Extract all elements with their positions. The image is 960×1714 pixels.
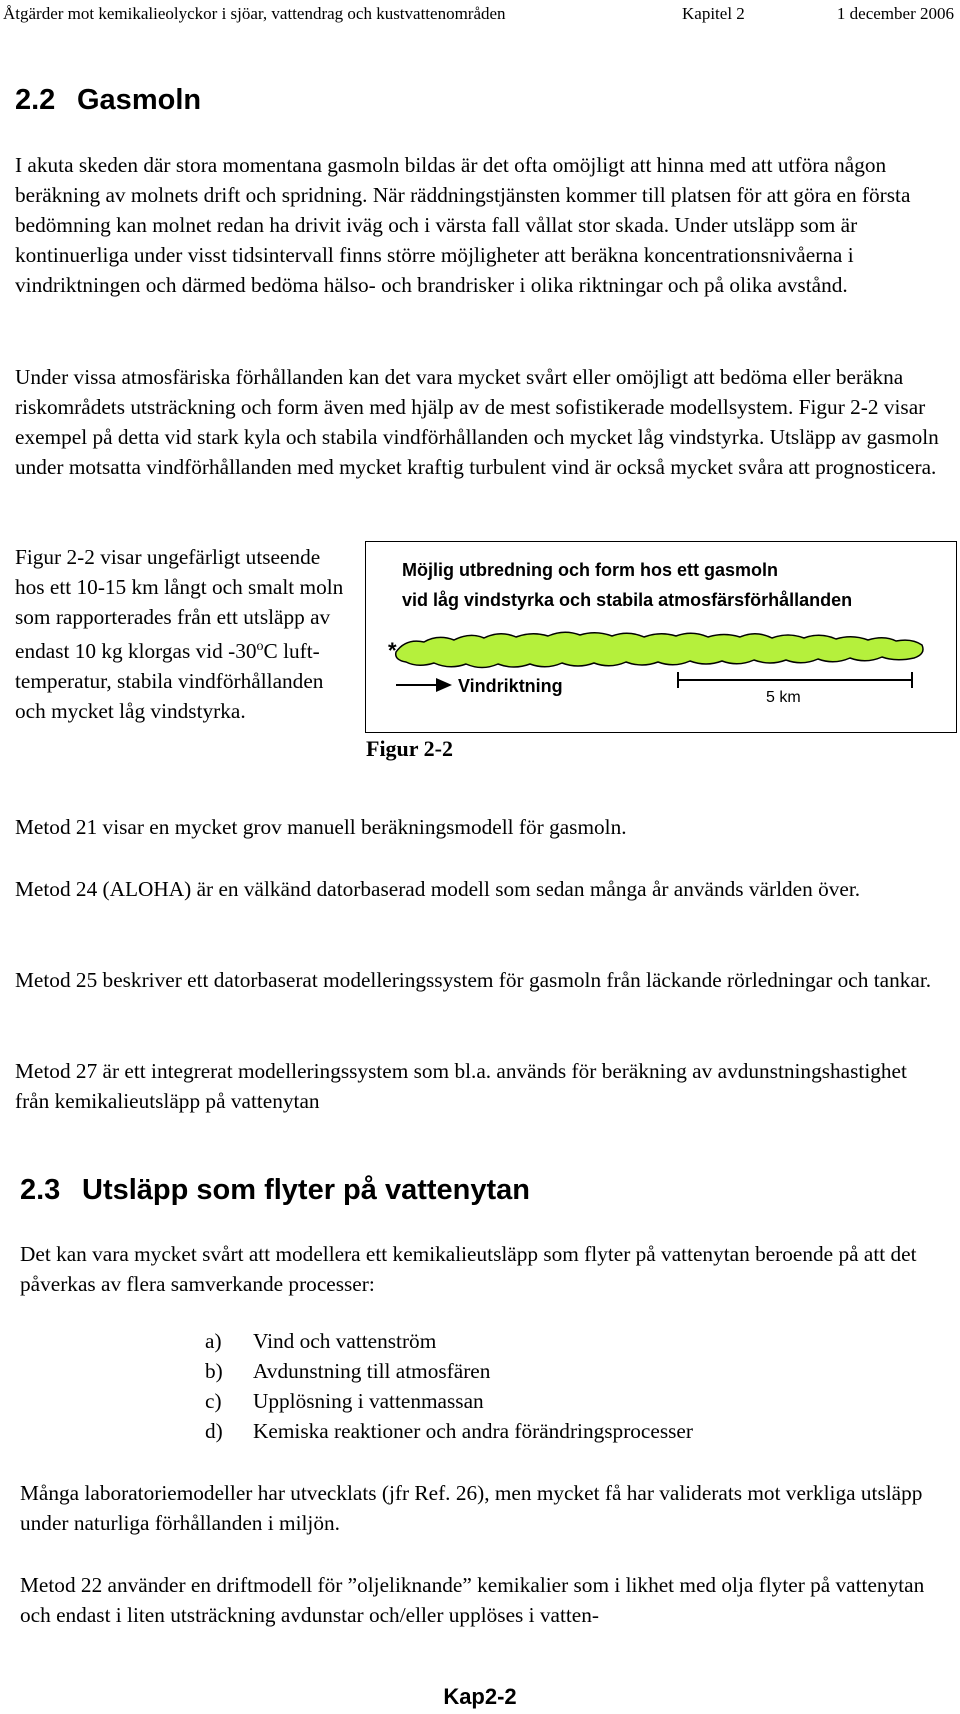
section-number: 2.3 — [20, 1174, 61, 1206]
section-heading-2-3 — [20, 1174, 530, 1207]
paragraph-intro: I akuta skeden där stora momentana gasmoln bildas är det ofta omöjligt att hinna med att utföra någon beräkning av molnets drift och spridning. När räddningstjänsten kommer till platsen för att göra en första bedömning kan molnet redan ha drivit iväg och i värsta fall vållat stor skada. Under utsläpp som är kontinuerliga under visst tidsintervall finns större möjligheter att beräkna koncentrationsnivåerna i vindriktningen och därmed bedöma hälso- och brandrisker i olika riktningar och på olika avstånd. — [15, 153, 911, 297]
section-number: 2.2 — [15, 84, 56, 116]
gas-cloud-shape — [396, 632, 923, 667]
page-footer: Kap2-2 — [443, 1684, 517, 1709]
list-item-letter: b) — [205, 1359, 223, 1383]
list-item-letter: a) — [205, 1329, 222, 1353]
header-date: 1 december 2006 — [836, 4, 954, 23]
figure-side-text — [15, 542, 345, 726]
figure-gas-cloud — [365, 541, 957, 733]
figure-title-line2: vid låg vindstyrka och stabila atmosfärsförhållanden — [402, 590, 853, 610]
section-title: Gasmoln — [77, 84, 202, 116]
paragraph-method-24: Metod 24 (ALOHA) är en välkänd datorbaserad modell som sedan många år används världen över. — [15, 877, 861, 901]
scale-label: 5 km — [766, 689, 801, 706]
header-title: Åtgärder mot kemikalieolyckor i sjöar, vattendrag och kustvattenområden — [3, 4, 506, 23]
header-chapter: Kapitel 2 — [682, 4, 745, 23]
section-title: Utsläpp som flyter på vattenytan — [82, 1174, 530, 1206]
process-list — [205, 1326, 693, 1446]
figure-caption: Figur 2-2 — [366, 736, 453, 761]
figure-graphic — [366, 542, 956, 732]
list-item — [205, 1416, 693, 1446]
list-item-text: Kemiska reaktioner och andra förändringsprocesser — [253, 1419, 693, 1443]
list-item — [205, 1356, 693, 1386]
side-text-start: Figur 2-2 visar ungefärligt utseende hos ett 10-15 km långt och smalt moln som rapporterades från ett utsläpp av endast 10 kg klorgas vid -30 — [15, 545, 344, 664]
list-item — [205, 1386, 693, 1416]
paragraph-method-25: Metod 25 beskriver ett datorbaserat modelleringssystem för gasmoln från läckande rörledningar och tankar. — [15, 968, 932, 992]
list-item-letter: d) — [205, 1419, 223, 1443]
paragraph-floating-intro: Det kan vara mycket svårt att modellera ett kemikalieutsläpp som flyter på vattenytan beroende på att det påverkas av flera samverkande processer: — [20, 1242, 917, 1296]
paragraph-method-21: Metod 21 visar en mycket grov manuell beräkningsmodell för gasmoln. — [15, 815, 627, 839]
paragraph-method-22: Metod 22 använder en driftmodell för ”oljeliknande” kemikalier som i likhet med olja flyter på vattenytan och endast i liten utsträckning avdunstar och/eller upplöses i vatten- — [20, 1573, 925, 1627]
side-text-end: C lufttemperatur, stabila vindförhållanden och mycket låg vindstyrka. — [15, 639, 324, 724]
paragraph-lab-models: Många laboratoriemodeller har utvecklats (jfr Ref. 26), men mycket få har validerats mot verkliga utsläpp under naturliga förhållanden i miljön. — [20, 1481, 923, 1535]
section-heading-2-2 — [15, 84, 201, 117]
paragraph-method-27: Metod 27 är ett integrerat modelleringssystem som bl.a. används för beräkning av avdunstningshastighet från kemikalieutsläpp på vattenytan — [15, 1059, 907, 1113]
source-marker-icon: * — [388, 638, 397, 663]
list-item-text: Avdunstning till atmosfären — [253, 1359, 491, 1383]
figure-title-line1: Möjlig utbredning och form hos ett gasmoln — [402, 560, 778, 580]
degree-superscript: o — [256, 639, 264, 654]
list-item — [205, 1326, 693, 1356]
list-item-text: Vind och vattenström — [253, 1329, 437, 1353]
wind-label: Vindriktning — [458, 676, 563, 696]
list-item-text: Upplösning i vattenmassan — [253, 1389, 484, 1413]
page-header — [0, 4, 960, 26]
list-item-letter: c) — [205, 1389, 222, 1413]
wind-arrow-icon — [436, 678, 452, 692]
paragraph-atmospheric: Under vissa atmosfäriska förhållanden kan det vara mycket svårt eller omöjligt att bedöma eller beräkna riskområdets utsträckning och form även med hjälp av de mest sofistikerade modellsystem. Figur 2-2 visar exempel på detta vid stark kyla och stabila vindförhållanden och mycket låg vindstyrka. Utsläpp av gasmoln under motsatta vindförhållanden med mycket kraftig turbulent vind är också mycket svåra att prognosticera. — [15, 365, 939, 479]
